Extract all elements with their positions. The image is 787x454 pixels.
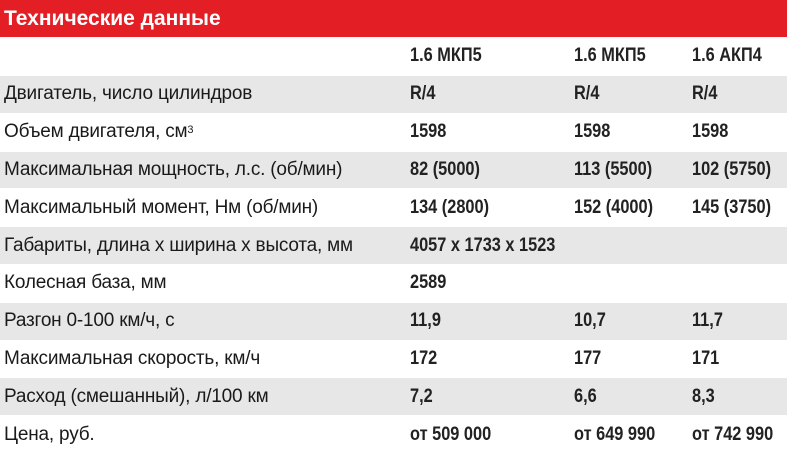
table-row (0, 341, 787, 379)
cell-value: от 649 990 (574, 423, 656, 445)
row-label: Разгон 0-100 км/ч, с (4, 310, 175, 332)
cell-value: 177 (574, 347, 602, 369)
cell-value: 1598 (574, 121, 611, 143)
cell-value: R/4 (574, 83, 600, 105)
table-row (0, 189, 787, 227)
cell-value: R/4 (410, 83, 436, 105)
cell-value: 82 (5000) (410, 158, 480, 180)
table-row (0, 152, 787, 190)
table-row (0, 378, 787, 416)
column-header: 1.6 АКП4 (692, 45, 762, 66)
cell-value: R/4 (692, 83, 718, 105)
cell-value: 172 (410, 347, 438, 369)
table-title: Технические данные (0, 0, 787, 37)
cell-value: 102 (5750) (692, 158, 772, 180)
table-row (0, 303, 787, 341)
cell-value: 7,2 (410, 385, 433, 407)
row-label: Габариты, длина х ширина х высота, мм (4, 234, 353, 256)
table-row (0, 76, 787, 114)
row-label: Колесная база, мм (4, 272, 167, 294)
table-row (0, 114, 787, 152)
row-label: Максимальная скорость, км/ч (4, 347, 261, 369)
cell-value: 11,9 (410, 310, 441, 332)
row-label: Объем двигателя, см $^3$ (4, 121, 194, 143)
row-label-text: Объем двигателя, см (4, 121, 188, 143)
cell-value: 145 (3750) (692, 196, 772, 218)
table-row (0, 265, 787, 303)
cell-value: 1598 (692, 121, 729, 143)
row-label: Цена, руб. (4, 423, 95, 445)
cell-value: от 509 000 (410, 423, 492, 445)
cell-value: 4057 х 1733 х 1523 (410, 234, 556, 256)
column-header: 1.6 МКП5 (410, 45, 482, 66)
table-row (0, 416, 787, 454)
cell-value: 1598 (410, 121, 447, 143)
cell-value: 113 (5500) (574, 158, 653, 180)
cell-value: 2589 (410, 272, 447, 294)
row-label: Максимальная мощность, л.с. (об/мин) (4, 158, 343, 180)
row-label: Расход (смешанный), л/100 км (4, 385, 269, 407)
column-header-row (0, 37, 787, 76)
row-label: Максимальный момент, Нм (об/мин) (4, 196, 319, 218)
cell-value: 8,3 (692, 385, 715, 407)
row-label: Двигатель, число цилиндров (4, 83, 253, 105)
cell-value: 171 (692, 347, 720, 369)
cell-value: 134 (2800) (410, 196, 490, 218)
cell-value: 11,7 (692, 310, 723, 332)
column-header: 1.6 МКП5 (574, 45, 646, 66)
cell-value: 152 (4000) (574, 196, 654, 218)
spec-table (0, 37, 787, 454)
cell-value: 6,6 (574, 385, 597, 407)
cell-value: от 742 990 (692, 423, 774, 445)
table-row (0, 227, 787, 265)
cell-value: 10,7 (574, 310, 606, 332)
